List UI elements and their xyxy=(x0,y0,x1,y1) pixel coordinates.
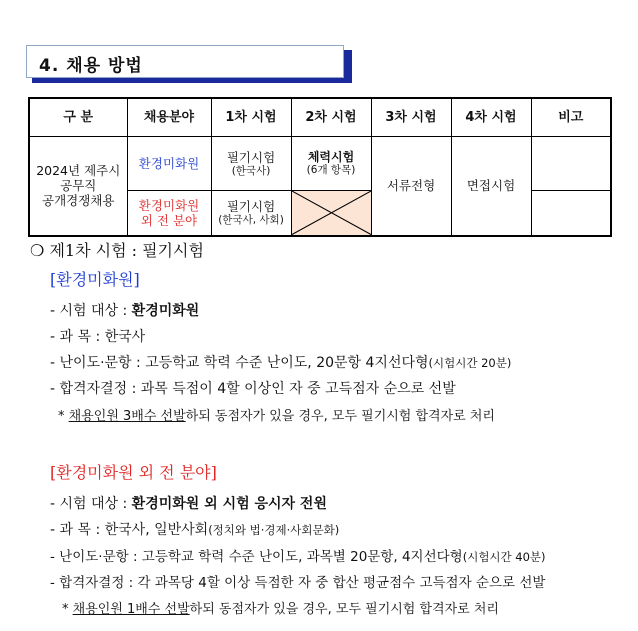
group1-target xyxy=(50,300,199,320)
group1-subject: - 과 목 : 한국사 xyxy=(50,329,146,345)
category-line: 공무직 xyxy=(60,178,97,194)
group1-label: [환경미화원] xyxy=(50,270,140,289)
exam1-cleaner xyxy=(211,137,291,191)
exam1-label: 필기시험 xyxy=(226,198,276,214)
recruitment-table xyxy=(28,97,612,237)
header-note: 비고 xyxy=(531,98,611,137)
group2-target xyxy=(50,493,327,513)
group1-difficulty xyxy=(50,352,511,372)
group1-pass: - 합격자결정 : 과목 득점이 4할 이상인 자 중 고득점자 순으로 선발 xyxy=(50,381,456,397)
header-field: 채용분야 xyxy=(127,98,211,137)
group2-note xyxy=(62,598,499,617)
difficulty-time: (시험시간 20분) xyxy=(428,356,512,370)
exam1-other xyxy=(211,191,291,236)
note-prefix: * xyxy=(62,602,73,617)
category-cell xyxy=(29,137,127,236)
target-label: - 시험 대상 : xyxy=(50,496,132,512)
section-heading-box xyxy=(26,45,344,78)
field-cleaner: 환경미화원 xyxy=(127,137,211,191)
exam2-none-cell xyxy=(291,191,371,236)
field-other xyxy=(127,191,211,236)
field-other-line: 환경미화원 xyxy=(138,197,200,213)
field-other-line: 외 전 분야 xyxy=(140,212,198,228)
circle-bullet-icon: ❍ xyxy=(30,241,45,260)
first-exam-title: 제1차 시험 : 필기시험 xyxy=(49,241,204,260)
difficulty-time: (시험시간 40분) xyxy=(462,550,546,564)
note-prefix: * xyxy=(58,409,69,424)
target-value: 환경미화원 xyxy=(131,303,200,319)
difficulty-text: - 난이도·문항 : 고등학교 학력 수준 난이도, 20문항 4지선다형 xyxy=(50,355,429,371)
target-label: - 시험 대상 : xyxy=(50,303,132,319)
table-header-row xyxy=(29,98,611,137)
group2-pass: - 합격자결정 : 각 과목당 4할 이상 득점한 자 중 합산 평균점수 고득점자 순으로 선발 xyxy=(50,575,546,591)
group2-difficulty xyxy=(50,545,546,565)
exam1-sub: (한국사) xyxy=(231,164,271,177)
group2-subject xyxy=(50,519,339,539)
note-cell-2 xyxy=(531,191,611,236)
note-underline: 채용인원 3배수 선발 xyxy=(68,409,186,424)
target-value: 환경미화원 외 시험 응시자 전원 xyxy=(131,496,327,512)
note-cell-1 xyxy=(531,137,611,191)
exam4-cell: 면접시험 xyxy=(451,137,531,236)
group2-label: [환경미화원 외 전 분야] xyxy=(50,463,217,482)
subject-main: - 과 목 : 한국사, 일반사회 xyxy=(50,522,209,538)
header-exam2: 2차 시험 xyxy=(291,98,371,137)
note-rest: 하되 동점자가 있을 경우, 모두 필기시험 합격자로 처리 xyxy=(189,602,499,617)
exam3-cell: 서류전형 xyxy=(371,137,451,236)
note-rest: 하되 동점자가 있을 경우, 모두 필기시험 합격자로 처리 xyxy=(185,409,495,424)
category-line: 2024년 제주시 xyxy=(36,163,121,179)
cross-mark-icon xyxy=(292,191,371,235)
note-underline: 채용인원 1배수 선발 xyxy=(72,602,190,617)
exam2-sub: (6개 항목) xyxy=(306,164,356,177)
first-exam-title-row xyxy=(30,238,204,261)
group1-note xyxy=(58,405,495,424)
header-exam4: 4차 시험 xyxy=(451,98,531,137)
exam1-label: 필기시험 xyxy=(226,149,276,165)
difficulty-text: - 난이도·문항 : 고등학교 학력 수준 난이도, 과목별 20문항, 4지선다형 xyxy=(50,549,463,565)
exam1-sub: (한국사, 사회) xyxy=(218,213,284,226)
subject-sub: (정치와 법·경제·사회문화) xyxy=(208,523,340,537)
header-exam1: 1차 시험 xyxy=(211,98,291,137)
table-row xyxy=(29,137,611,191)
exam2-label: 체력시험 xyxy=(307,150,355,164)
section-heading: 4. 채용 방법 xyxy=(39,56,143,76)
category-line: 공개경쟁채용 xyxy=(42,193,115,209)
header-exam3: 3차 시험 xyxy=(371,98,451,137)
exam2-cleaner xyxy=(291,137,371,191)
header-category: 구 분 xyxy=(29,98,127,137)
